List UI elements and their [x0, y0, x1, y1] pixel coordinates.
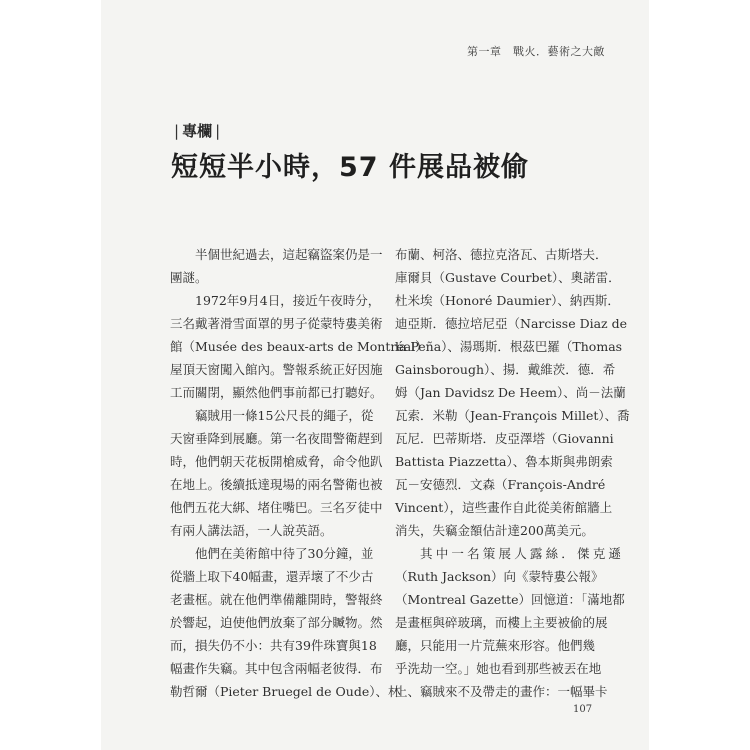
text-line: 時，他們朝天花板開槍威脅，命令他趴 — [170, 454, 383, 469]
article-title: 短短半小時，57 件展品被偷 — [171, 152, 529, 183]
text-line: 迪亞斯．德拉培尼亞（Narcisse Diaz de — [395, 316, 627, 331]
text-line: 工而關閉，顯然他們事前都已打聽好。 — [170, 385, 383, 400]
page-number: 107 — [573, 704, 593, 715]
running-head: 第一章 戰火．藝術之大敵 — [467, 45, 605, 58]
text-line: 屋頂天窗闖入館內。警報系統正好因施 — [170, 362, 383, 377]
text-line: 乎洗劫一空。」她也看到那些被丟在地 — [395, 661, 602, 676]
text-line: 從牆上取下40幅畫，還弄壞了不少古 — [170, 569, 374, 584]
text-line: 廳，只能用一片荒蕪來形容。他們幾 — [395, 638, 596, 653]
text-line: 是畫框與碎玻璃，而樓上主要被偷的展 — [395, 615, 608, 630]
left-column — [170, 243, 428, 703]
text-line: Vincent），這些畫作自此從美術館牆上 — [395, 500, 613, 515]
text-line: 天窗垂降到展廳。第一名夜間警衛趕到 — [170, 431, 383, 446]
text-line: 瓦索．米勒（Jean-François Millet）、喬 — [395, 408, 630, 423]
text-line: Battista Piazzetta）、魯本斯與弗朗索 — [395, 454, 613, 469]
text-line: 於響起，迫使他們放棄了部分贓物。然 — [170, 615, 383, 630]
text-line: 團謎。 — [170, 270, 208, 285]
text-line: 老畫框。就在他們準備離開時，警報終 — [170, 592, 383, 607]
text-line: 姆（Jan Davidsz De Heem）、尚－法蘭 — [395, 385, 626, 400]
text-line: 瓦－安德烈．文森（François-André — [395, 477, 606, 492]
label-bar-left: | — [174, 122, 180, 140]
text-line: 1972年9月4日，接近午夜時分， — [195, 293, 381, 308]
text-line: Gainsborough）、揚．戴維茨．德．希 — [395, 362, 616, 377]
text-line: 三名戴著滑雪面罩的男子從蒙特婁美術 — [170, 316, 383, 331]
text-line: 在地上。後續抵達現場的兩名警衛也被 — [170, 477, 383, 492]
text-line: 有兩人講法語，一人說英語。 — [170, 523, 333, 538]
text-line: 館（Musée des beaux-arts de Montréal） — [170, 339, 428, 354]
text-line: 半個世紀過去，這起竊盜案仍是一 — [195, 247, 383, 262]
text-line: 勒哲爾（Pieter Bruegel de Oude）、林 — [170, 684, 401, 699]
text-line: 布蘭、柯洛、德拉克洛瓦、古斯塔夫． — [395, 247, 608, 262]
text-line: la Peña）、湯瑪斯．根茲巴羅（Thomas — [395, 339, 623, 354]
text-line: 竊賊用一條15公尺長的繩子，從 — [195, 408, 374, 423]
text-line: 他們五花大綁、堵住嘴巴。三名歹徒中 — [170, 500, 383, 515]
section-label — [171, 120, 223, 141]
section-label-text: 專欄 — [182, 122, 213, 140]
text-line: 上、竊賊來不及帶走的畫作：一幅畢卡 — [395, 684, 608, 699]
text-line: （Ruth Jackson）向《蒙特婁公報》 — [395, 569, 604, 584]
text-line: 消失，失竊金額估計達200萬美元。 — [395, 523, 594, 538]
text-line: （Montreal Gazette）回憶道：「滿地都 — [395, 592, 625, 607]
text-line: 幅畫作失竊。其中包含兩幅老彼得．布 — [170, 661, 383, 676]
text-line: 瓦尼．巴蒂斯塔．皮亞澤塔（Giovanni — [395, 431, 614, 446]
text-line: 其中一名策展人露絲．傑克遜 — [420, 546, 625, 561]
text-line: 而，損失仍不小：共有39件珠寶與18 — [170, 638, 377, 653]
right-column — [395, 243, 630, 703]
text-line: 他們在美術館中待了30分鐘，並 — [195, 546, 374, 561]
text-line: 庫爾貝（Gustave Courbet）、奧諾雷． — [395, 270, 621, 285]
label-bar-right: | — [215, 122, 221, 140]
book-page — [101, 0, 649, 750]
text-line: 杜米埃（Honoré Daumier）、納西斯． — [395, 293, 620, 308]
